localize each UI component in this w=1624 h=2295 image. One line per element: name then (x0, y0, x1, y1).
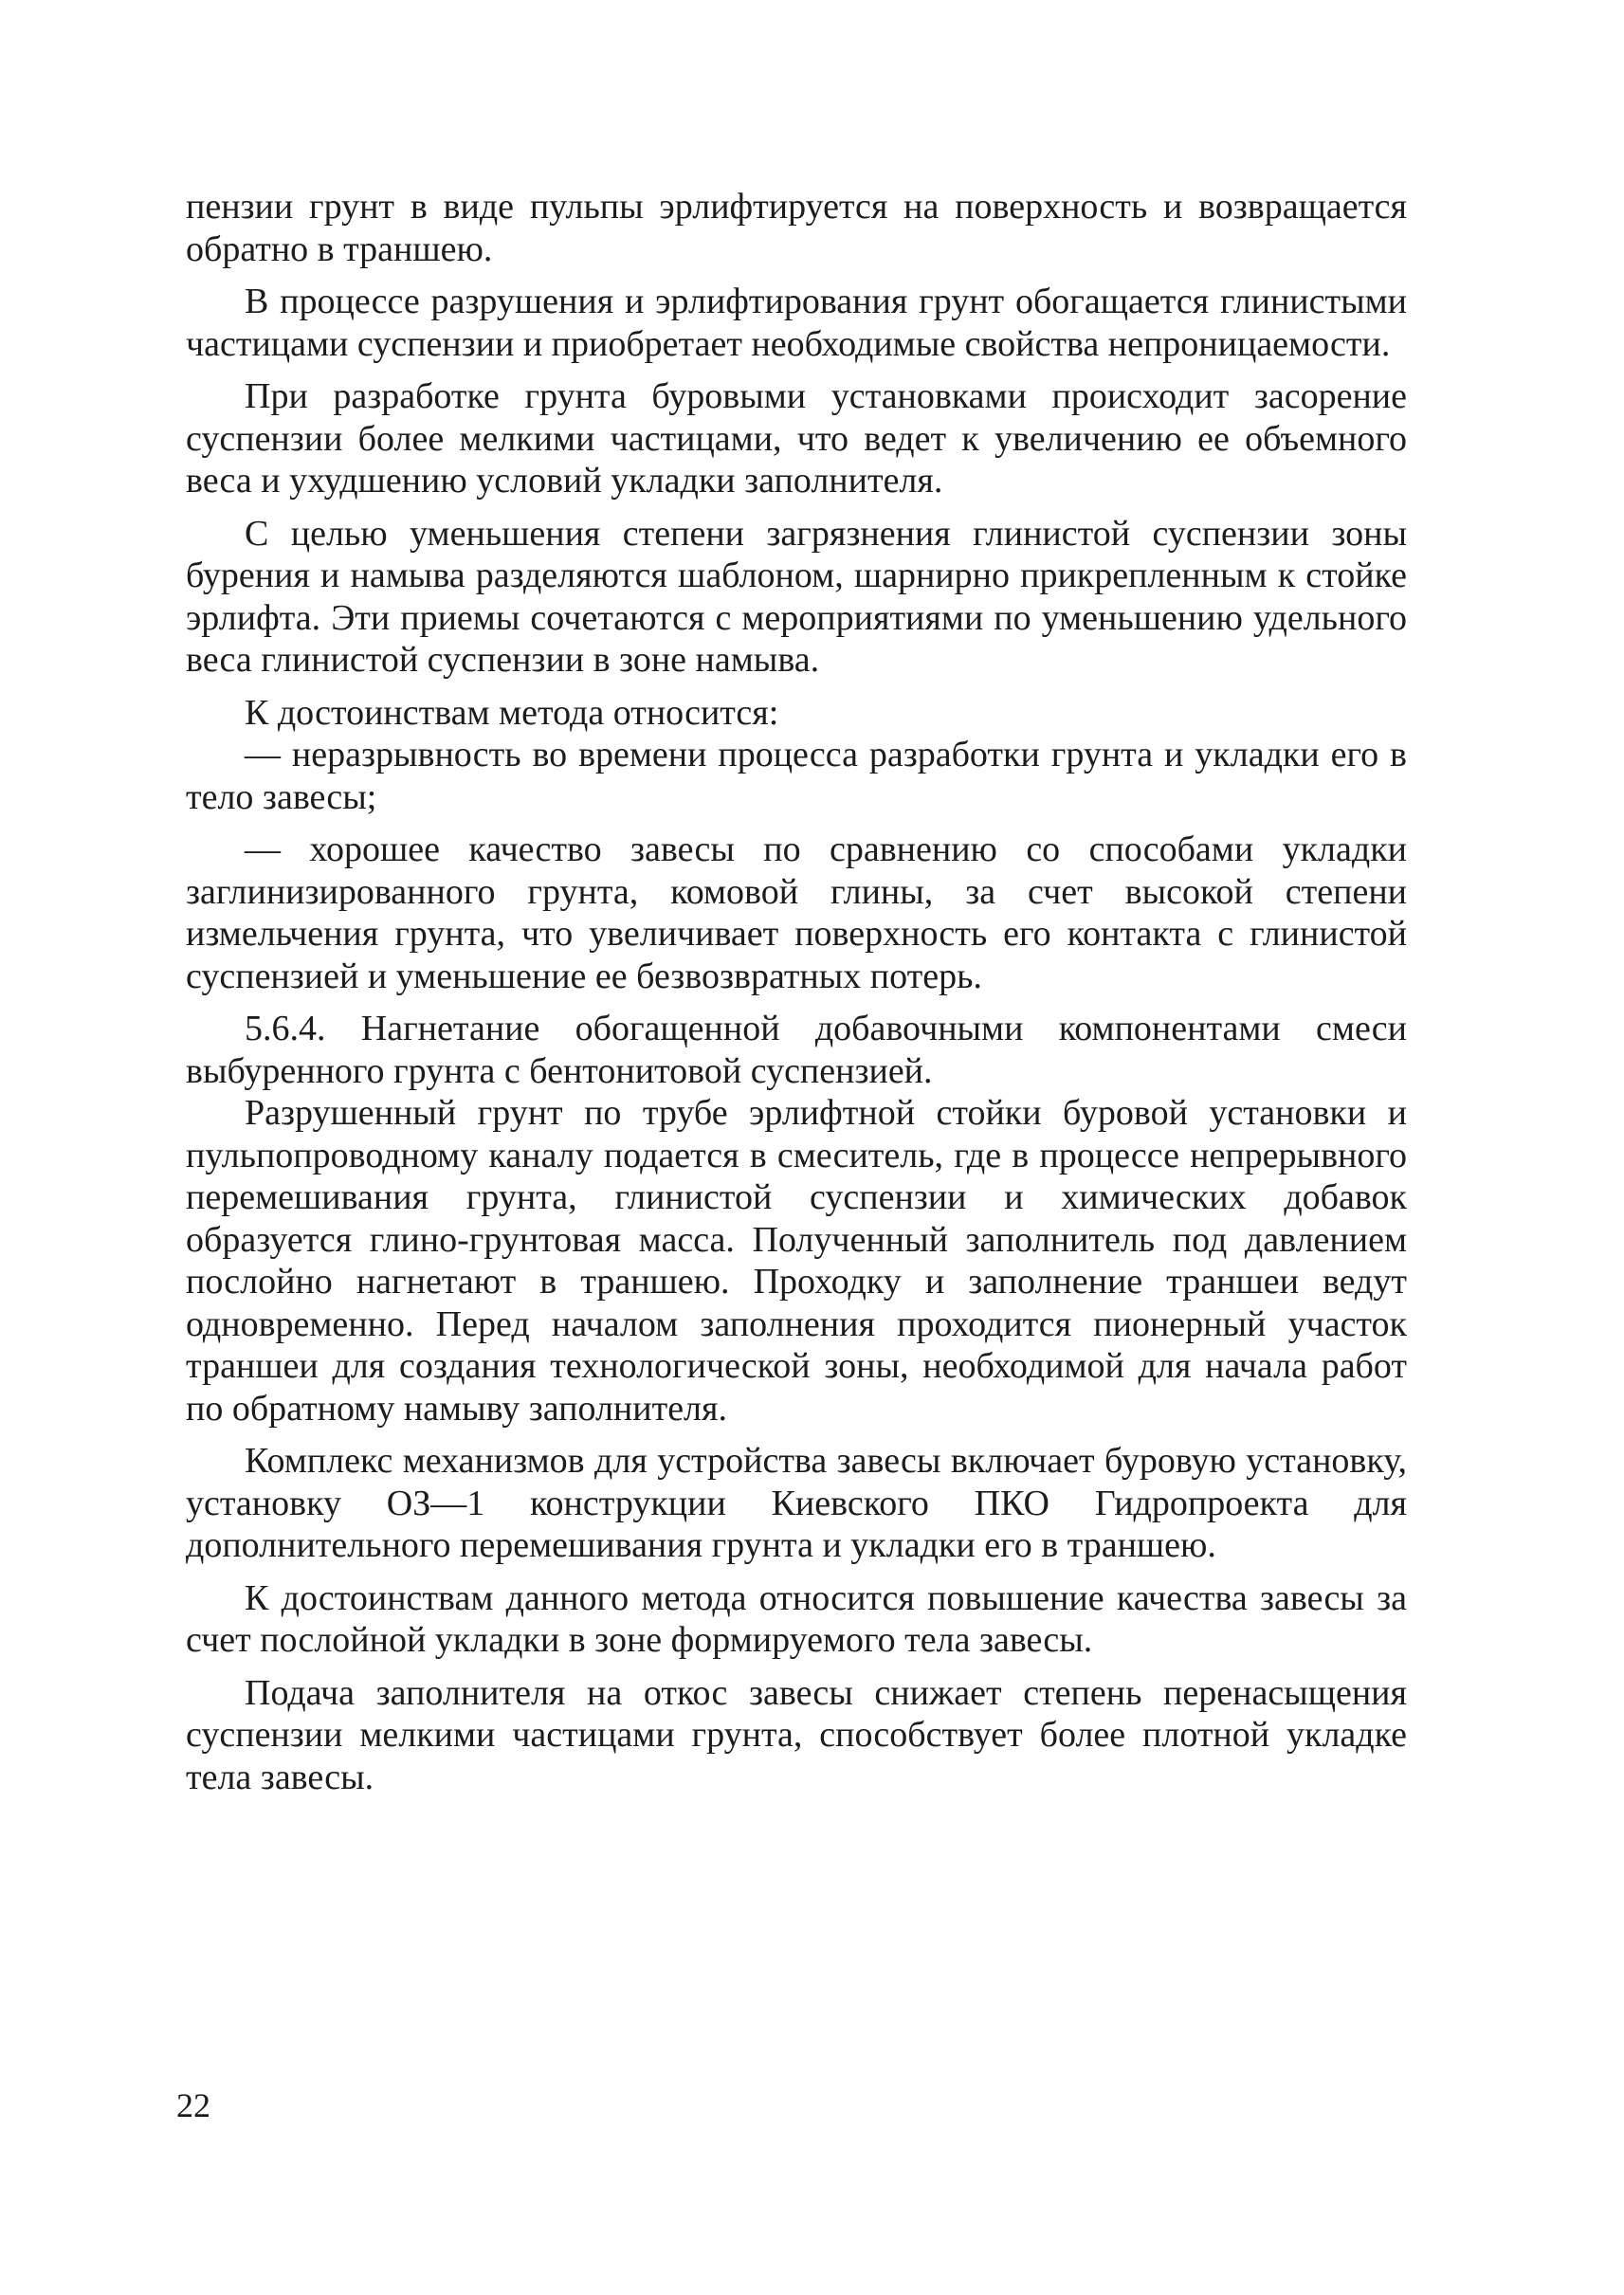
paragraph-3: При разработке грунта буровыми установками происходит засорение суспензии более мелкими частицами, что ведет к увеличению ее объемного веса и ухудшению условий укладки заполнителя. (186, 376, 1407, 501)
paragraph-1: пензии грунт в виде пульпы эрлифтируется на поверхность и возвращается обратно в траншею. (186, 187, 1407, 269)
section-heading: 5.6.4. Нагнетание обогащенной добавочными компонентами смеси выбуренного грунта с бентонитовой суспензией. (186, 1009, 1407, 1091)
paragraph-5: К достоинствам метода относится: (245, 692, 779, 733)
page-number: 22 (176, 2086, 210, 2124)
paragraph-4: С целью уменьшения степени загрязнения глинистой суспензии зоны бурения и намыва разделяются шаблоном, шарнирно прикрепленным к стойке эрлифта. Эти приемы сочетаются с мероприятиями по уменьшению удельного веса глинистой суспензии в зоне намыва. (186, 513, 1407, 680)
list-item-2: — хорошее качество завесы по сравнению со способами укладки заглинизированного грунта, комовой глины, за счет высокой степени измельчения грунта, что увеличивает поверхность его контакта с глинистой суспензией и уменьшение ее безвозвратных потерь. (186, 829, 1407, 996)
paragraph-2: В процессе разрушения и эрлифтирования грунт обогащается глинистыми частицами суспензии и приобретает необходимые свойства непроницаемости. (186, 282, 1407, 364)
page-body (186, 186, 1407, 1809)
list-item-1: — неразрывность во времени процесса разработки грунта и укладки его в тело завесы; (186, 735, 1407, 817)
paragraph-6: Разрушенный грунт по трубе эрлифтной стойки буровой установки и пульпопроводному каналу подается в смеситель, где в процессе непрерывного перемешивания грунта, глинистой суспензии и химических добавок образуется глино-грунтовая масса. Полученный заполнитель под давлением послойно нагнетают в траншею. Проходку и заполнение траншеи ведут одновременно. Перед началом заполнения проходится пионерный участок траншеи для создания технологической зоны, необходимой для начала работ по обратному намыву заполнителя. (186, 1093, 1407, 1429)
paragraph-7: Комплекс механизмов для устройства завесы включает буровую установку, установку ОЗ—1 конструкции Киевского ПКО Гидропроекта для дополнительного перемешивания грунта и укладки его в траншею. (186, 1441, 1407, 1565)
paragraph-8: К достоинствам данного метода относится повышение качества завесы за счет послойной укладки в зоне формируемого тела завесы. (186, 1577, 1407, 1660)
paragraph-9: Подача заполнителя на откос завесы снижает степень перенасыщения суспензии мелкими частицами грунта, способствует более плотной укладке тела завесы. (186, 1672, 1407, 1797)
